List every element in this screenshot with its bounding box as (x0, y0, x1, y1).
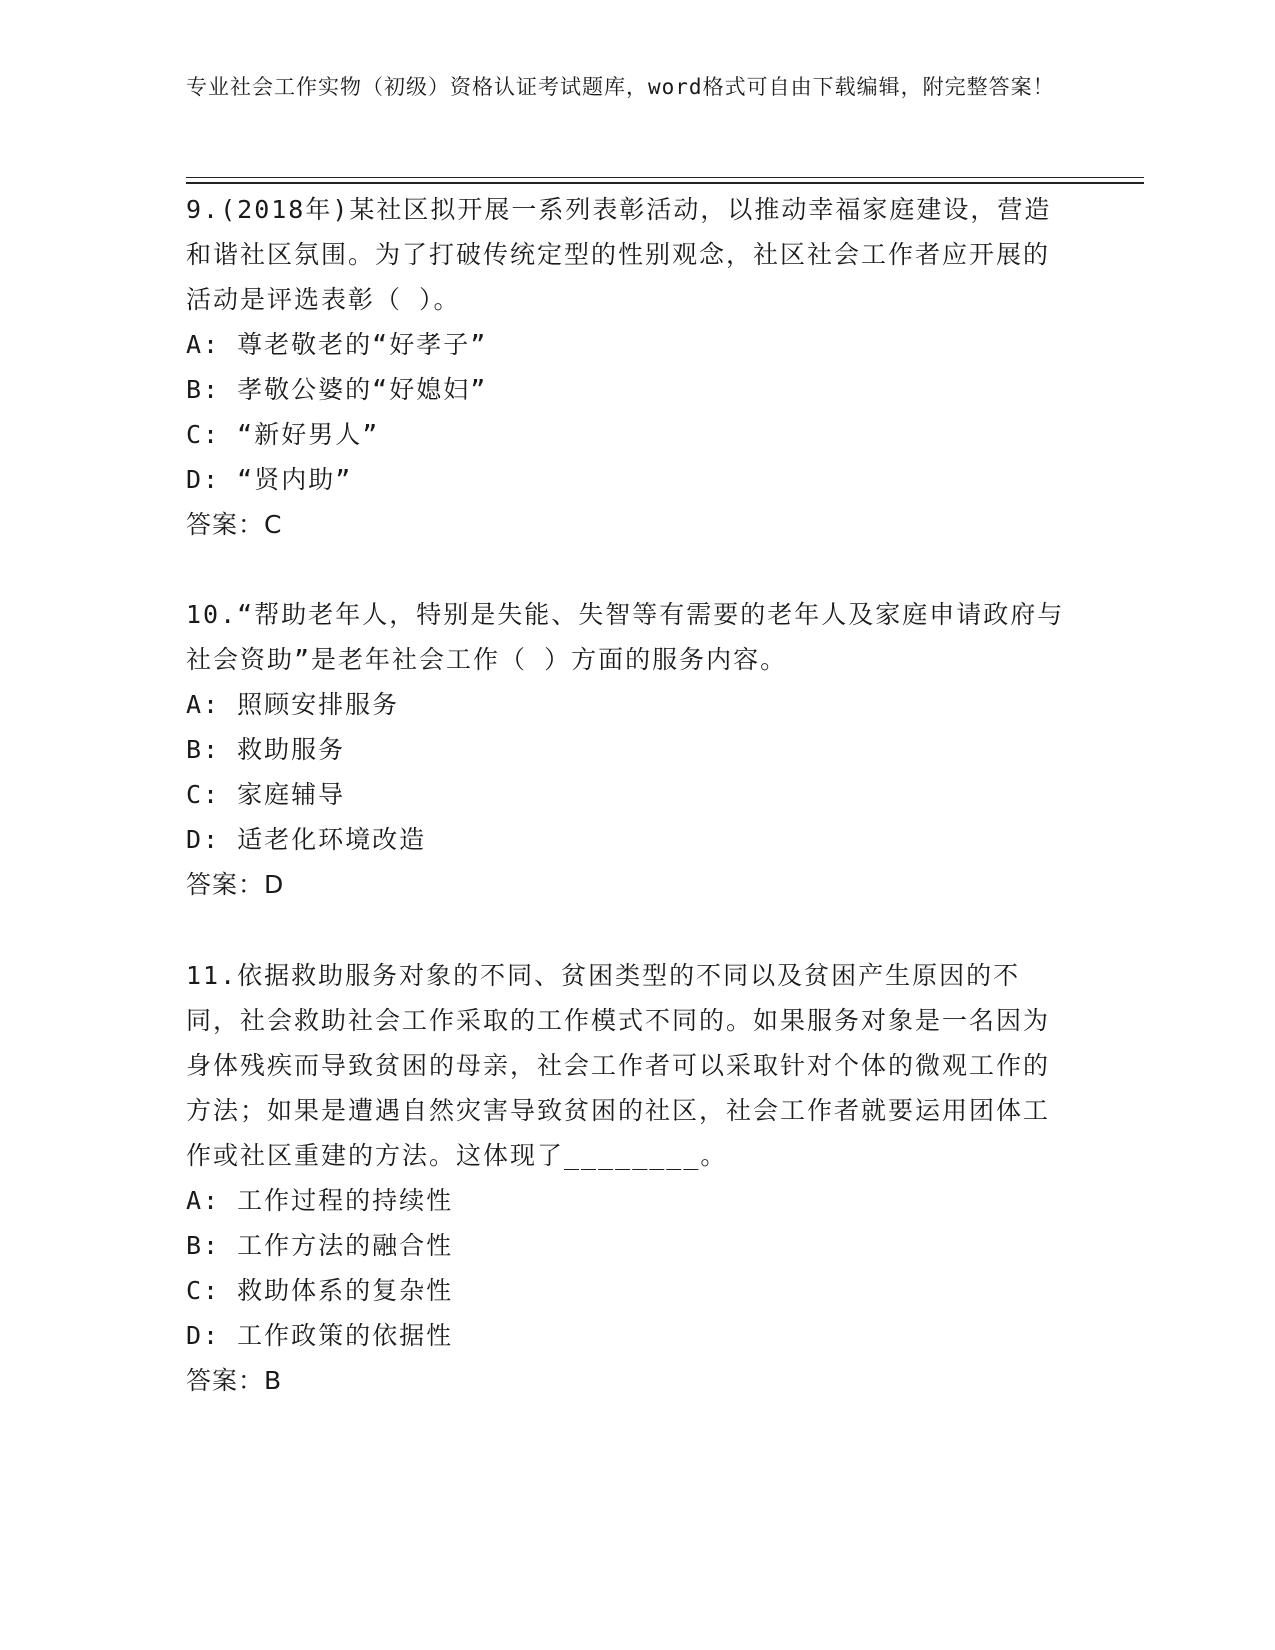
question-11 (186, 953, 1066, 1403)
option-c: C: 家庭辅导 (186, 780, 346, 809)
option-d: D: 适老化环境改造 (186, 825, 427, 854)
option-a: A: 工作过程的持续性 (186, 1186, 454, 1215)
option-c: C: “新好男人” (186, 420, 380, 449)
document-header (186, 72, 1066, 103)
header-text: 专业社会工作实物（初级）资格认证考试题库，word格式可自由下载编辑，附完整答案！ (186, 75, 1055, 99)
option-d: D: “贤内助” (186, 465, 353, 494)
question-10 (186, 592, 1066, 907)
option-a: A: 尊老敬老的“好孝子” (186, 330, 488, 359)
question-stem: 10.“帮助老年人，特别是失能、失智等有需要的老年人及家庭申请政府与社会资助”是老年社会工作（ ）方面的服务内容。 (186, 600, 1065, 674)
answer: 答案：D (186, 870, 285, 899)
option-c: C: 救助体系的复杂性 (186, 1276, 454, 1305)
option-b: B: 孝敬公婆的“好媳妇” (186, 375, 488, 404)
header-divider-thick (186, 182, 1144, 184)
option-a: A: 照顾安排服务 (186, 690, 400, 719)
answer: 答案：C (186, 510, 283, 539)
question-9 (186, 187, 1066, 547)
option-b: B: 工作方法的融合性 (186, 1231, 454, 1260)
header-divider-thin (186, 177, 1144, 178)
option-b: B: 救助服务 (186, 735, 346, 764)
answer: 答案：B (186, 1366, 283, 1395)
question-stem: 9.(2018年)某社区拟开展一系列表彰活动，以推动幸福家庭建设，营造和谐社区氛围。为了打破传统定型的性别观念，社区社会工作者应开展的活动是评选表彰（ ）。 (186, 195, 1052, 314)
question-stem: 11.依据救助服务对象的不同、贫困类型的不同以及贫困产生原因的不同，社会救助社会工作采取的工作模式不同的。如果服务对象是一名因为身体残疾而导致贫困的母亲，社会工作者可以采取针对个体的微观工作的方法；如果是遭遇自然灾害导致贫困的社区，社会工作者就要运用团体工作或社区重建的方法。这体现了________。 (186, 961, 1051, 1170)
option-d: D: 工作政策的依据性 (186, 1321, 454, 1350)
